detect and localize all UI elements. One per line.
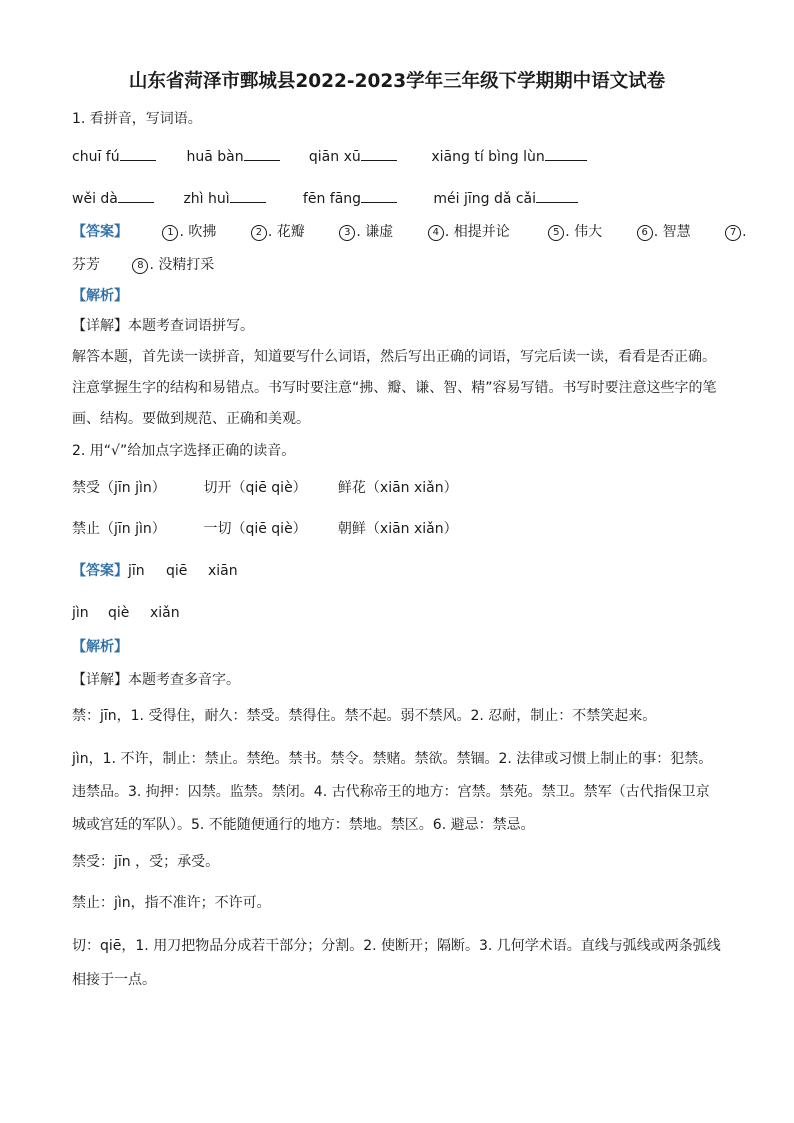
pinyin-text: chuī fú <box>72 149 120 165</box>
reading-item: 禁止（jīn jìn） <box>72 521 166 537</box>
answer-item: 1 . 吹拂 <box>162 222 246 242</box>
jin4-definition: jìn，1. 不许，制止：禁止。禁绝。禁书。禁令。禁赌。禁欲。禁锢。2. 法律或习惯上制止的事：犯禁。违禁品。3. 拘押：囚禁。监禁。禁闭。4. 古代称帝王的地方：宫禁。禁苑。禁卫。禁军（古代指保卫京城或宫廷的军队）。5. 不能随便通行的地方：禁地。禁区。6. 避忌：禁忌。 <box>72 751 713 833</box>
pinyin-text: qiān xū <box>308 149 361 165</box>
pinyin-item <box>309 146 427 167</box>
answer-line-q2-2 <box>72 603 180 623</box>
answer-value: jìn <box>72 605 89 621</box>
pinyin-text: zhì huì <box>183 191 230 207</box>
pinyin-text: méi jīng dǎ cǎi <box>433 191 537 207</box>
answer-item: 2 . 花瓣 <box>251 222 335 242</box>
answer-value: jīn <box>128 563 145 579</box>
reading-item: 一切（qiē qiè） <box>203 521 307 537</box>
pinyin-item <box>183 188 298 209</box>
answer-blank <box>545 146 587 161</box>
answer-item: 5 . 伟大 <box>548 222 632 242</box>
answer-blank <box>361 146 397 161</box>
detail-heading: 【详解】本题考查词语拼写。 <box>72 318 254 334</box>
answer-item: 6 . 智慧 <box>637 222 721 242</box>
detail-heading: 【详解】本题考查多音字。 <box>72 672 240 688</box>
circled-number: 6 <box>637 225 653 241</box>
answer-blank <box>120 146 156 161</box>
answer-blank <box>361 188 397 203</box>
jinshou-definition: 禁受：jīn ，受；承受。 <box>72 854 220 870</box>
pinyin-item <box>433 188 578 209</box>
reading-row-2 <box>72 519 458 539</box>
answer-item: 4 . 相提并论 <box>428 222 544 242</box>
answer-continued: 芬芳 <box>72 257 100 273</box>
answer-item: 7 . <box>725 222 746 242</box>
question-1-stem: 1. 看拼音，写词语。 <box>72 111 202 127</box>
answer-value: qiè <box>108 605 130 621</box>
pinyin-text: huā bàn <box>186 149 244 165</box>
pinyin-item <box>431 146 586 167</box>
circled-number: 7 <box>725 225 741 241</box>
answer-value: xiān <box>208 563 238 579</box>
answer-value: xiǎn <box>150 605 180 621</box>
question-2-stem: 2. 用“√”给加点字选择正确的读音。 <box>72 443 296 459</box>
circled-number: 1 <box>162 225 178 241</box>
pinyin-text: wěi dà <box>72 191 118 207</box>
pinyin-item <box>186 146 304 167</box>
pinyin-item <box>303 188 429 209</box>
jin1-definition: 禁：jīn，1. 受得住，耐久：禁受。禁得住。禁不起。弱不禁风。2. 忍耐，制止：不禁笑起来。 <box>72 708 657 724</box>
pinyin-row-1 <box>72 146 587 167</box>
pinyin-text: xiāng tí bìng lùn <box>431 149 545 165</box>
answer-blank <box>536 188 578 203</box>
answer-blank <box>244 146 280 161</box>
circled-number: 5 <box>548 225 564 241</box>
pinyin-item <box>72 188 179 209</box>
jinzhi-definition: 禁止：jìn，指不准许；不许可。 <box>72 895 271 911</box>
answer-line-1 <box>72 222 747 242</box>
circled-number: 4 <box>428 225 444 241</box>
answer-item: 8 . 没精打采 <box>132 255 214 275</box>
qie-definition: 切：qiē，1. 用刀把物品分成若干部分；分割。2. 使断开；隔断。3. 几何学术语。直线与弧线或两条弧线相接于一点。 <box>72 938 721 988</box>
analysis-tag: 【解析】 <box>72 639 128 655</box>
reading-item: 切开（qiē qiè） <box>203 480 307 496</box>
reading-item: 朝鲜（xiān xiǎn） <box>337 521 458 537</box>
reading-row-1 <box>72 478 458 498</box>
answer-line-2 <box>72 255 214 275</box>
pinyin-row-2 <box>72 188 578 209</box>
reading-item: 鲜花（xiān xiǎn） <box>337 480 458 496</box>
answer-value: qiē <box>166 563 188 579</box>
pinyin-item <box>72 146 182 167</box>
explanation-paragraph: 解答本题，首先读一读拼音，知道要写什么词语，然后写出正确的词语，写完后读一读，看看是否正确。注意掌握生字的结构和易错点。书写时要注意“拂、瓣、谦、智、精”容易写错。书写时要注意这些字的笔画、结构。要做到规范、正确和美观。 <box>72 349 717 427</box>
answer-line-q2-1 <box>72 561 238 581</box>
reading-item: 禁受（jīn jìn） <box>72 480 166 496</box>
page-title: 山东省菏泽市鄄城县2022-2023学年三年级下学期期中语文试卷 <box>128 71 666 92</box>
circled-number: 3 <box>339 225 355 241</box>
answer-item: 3 . 谦虚 <box>339 222 423 242</box>
analysis-tag: 【解析】 <box>72 288 128 304</box>
circled-number: 2 <box>251 225 267 241</box>
answer-blank <box>118 188 154 203</box>
answer-tag: 【答案】 <box>72 224 128 240</box>
answer-blank <box>230 188 266 203</box>
pinyin-text: fēn fāng <box>302 191 362 207</box>
circled-number: 8 <box>132 258 148 274</box>
answer-tag: 【答案】 <box>72 563 128 579</box>
